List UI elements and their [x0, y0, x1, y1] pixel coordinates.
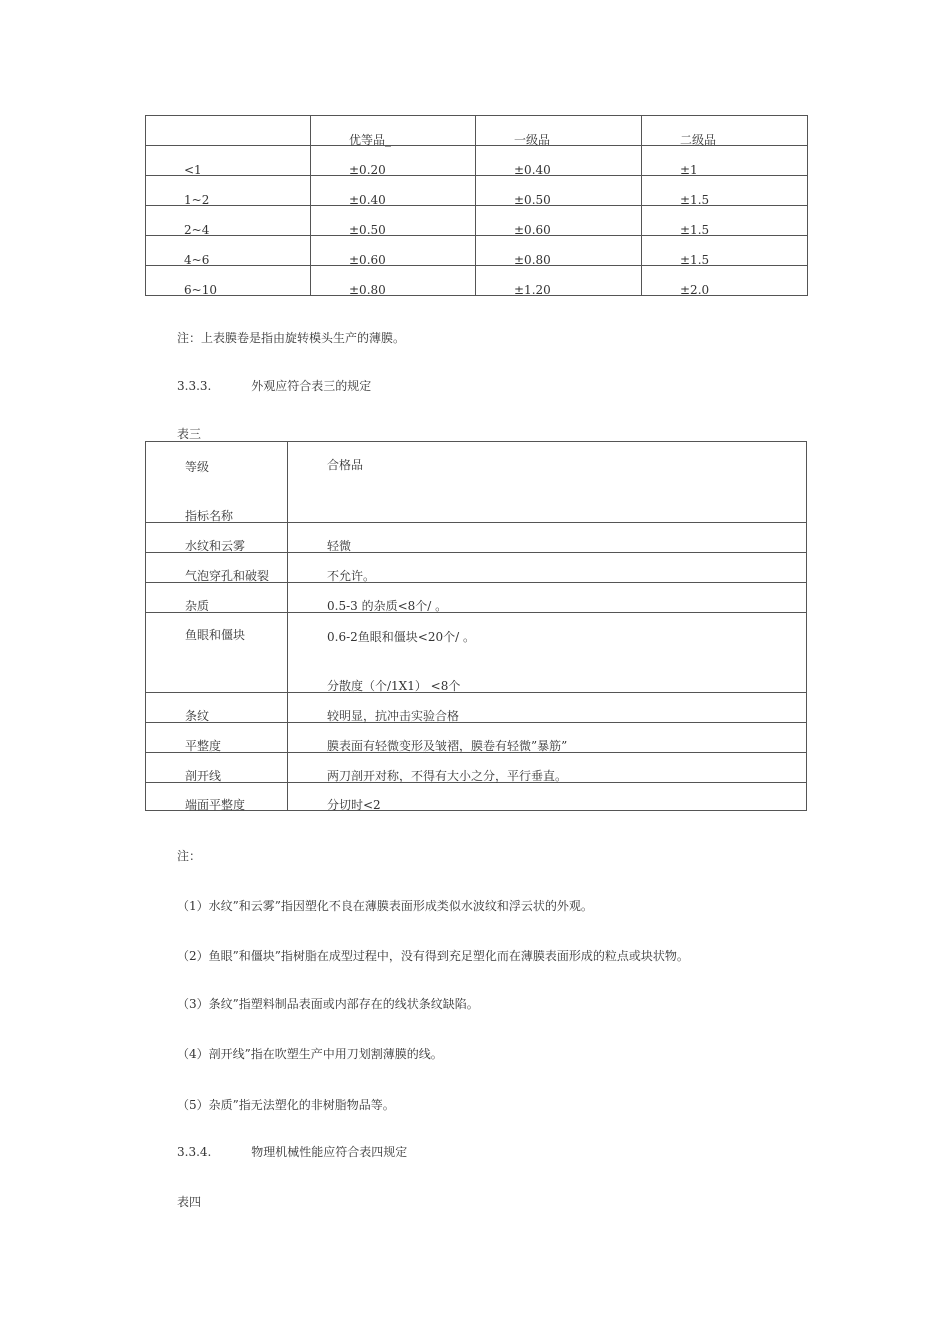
table-cell: ±1.5	[642, 236, 808, 266]
row-value-secondary: 分散度（个/1X1） <8个	[327, 679, 461, 693]
header-grade-label: 等级	[185, 460, 210, 474]
table-cell: 2~4	[146, 206, 311, 236]
notes-title: 注：	[177, 849, 202, 863]
row-value: 膜表面有轻微变形及皱褶，膜卷有轻微”暴筋”	[327, 739, 568, 753]
table-divider	[146, 612, 806, 613]
table-header-cell	[146, 116, 311, 146]
table-header-cell: 优等品_	[311, 116, 476, 146]
note-item: （1）水纹”和云雾”指因塑化不良在薄膜表面形成类似水波纹和浮云状的外观。	[177, 899, 593, 913]
table-cell: 6~10	[146, 266, 311, 296]
table-cell: 4~6	[146, 236, 311, 266]
table-cell: ±0.80	[311, 266, 476, 296]
section-number: 3.3.4.	[177, 1145, 212, 1159]
table-cell: ±0.20	[311, 146, 476, 176]
table-divider	[287, 442, 288, 810]
table-row	[146, 206, 808, 236]
table-cell: ±0.60	[476, 206, 642, 236]
section-text: 外观应符合表三的规定	[251, 379, 372, 393]
table-cell: ±0.50	[476, 176, 642, 206]
table-cell: ±0.80	[476, 236, 642, 266]
table-row	[146, 266, 808, 296]
table3-caption: 表三	[177, 427, 202, 441]
section-text: 物理机械性能应符合表四规定	[251, 1145, 408, 1159]
table-row	[146, 146, 808, 176]
section-heading-334	[177, 1144, 407, 1160]
row-name: 水纹和云雾	[185, 539, 246, 553]
row-value: 0.6-2鱼眼和僵块<20个/ 。	[327, 630, 475, 644]
table-header-cell: 二级品	[642, 116, 808, 146]
row-name: 端面平整度	[185, 798, 246, 812]
row-value: 分切时<2	[327, 798, 381, 812]
row-name: 杂质	[185, 599, 210, 613]
table-cell: ±1	[642, 146, 808, 176]
note-item: （4）剖开线”指在吹塑生产中用刀划割薄膜的线。	[177, 1047, 443, 1061]
row-name: 条纹	[185, 709, 210, 723]
table-cell: ±1.20	[476, 266, 642, 296]
table-cell: ±1.5	[642, 176, 808, 206]
row-value: 较明显，抗冲击实验合格	[327, 709, 460, 723]
table-cell: 1~2	[146, 176, 311, 206]
table-cell: ±0.60	[311, 236, 476, 266]
tolerance-table	[145, 115, 808, 296]
table4-caption: 表四	[177, 1195, 202, 1209]
table2-note: 注：上表膜卷是指由旋转模头生产的薄膜。	[177, 331, 406, 345]
table-cell: ±1.5	[642, 206, 808, 236]
row-value: 不允许。	[327, 569, 376, 583]
table-cell: ±0.40	[311, 176, 476, 206]
table-cell: ±0.40	[476, 146, 642, 176]
row-name: 剖开线	[185, 769, 222, 783]
row-value: 0.5-3 的杂质<8个/ 。	[327, 599, 448, 613]
row-name: 鱼眼和僵块	[185, 628, 246, 642]
table-cell: ±2.0	[642, 266, 808, 296]
table-divider	[146, 722, 806, 723]
table-header-row	[146, 116, 808, 146]
row-value: 两刀剖开对称，不得有大小之分，平行垂直。	[327, 769, 568, 783]
note-item: （3）条纹”指塑料制品表面或内部存在的线状条纹缺陷。	[177, 997, 479, 1011]
section-heading-333	[177, 378, 371, 394]
section-number: 3.3.3.	[177, 379, 212, 393]
row-value: 轻微	[327, 539, 352, 553]
table-cell: <1	[146, 146, 311, 176]
table-cell: ±0.50	[311, 206, 476, 236]
row-name: 气泡穿孔和破裂	[185, 569, 270, 583]
header-qualified-label: 合格品	[327, 458, 364, 472]
table-divider	[146, 692, 806, 693]
table-row	[146, 176, 808, 206]
table-header-cell: 一级品	[476, 116, 642, 146]
row-name: 平整度	[185, 739, 222, 753]
note-item: （2）鱼眼”和僵块”指树脂在成型过程中，没有得到充足塑化而在薄膜表面形成的粒点或块状物。	[177, 949, 689, 963]
table-row	[146, 236, 808, 266]
note-item: （5）杂质”指无法塑化的非树脂物品等。	[177, 1098, 395, 1112]
header-indicator-label: 指标名称	[185, 509, 234, 523]
table-divider	[146, 522, 806, 523]
appearance-table	[145, 441, 807, 811]
